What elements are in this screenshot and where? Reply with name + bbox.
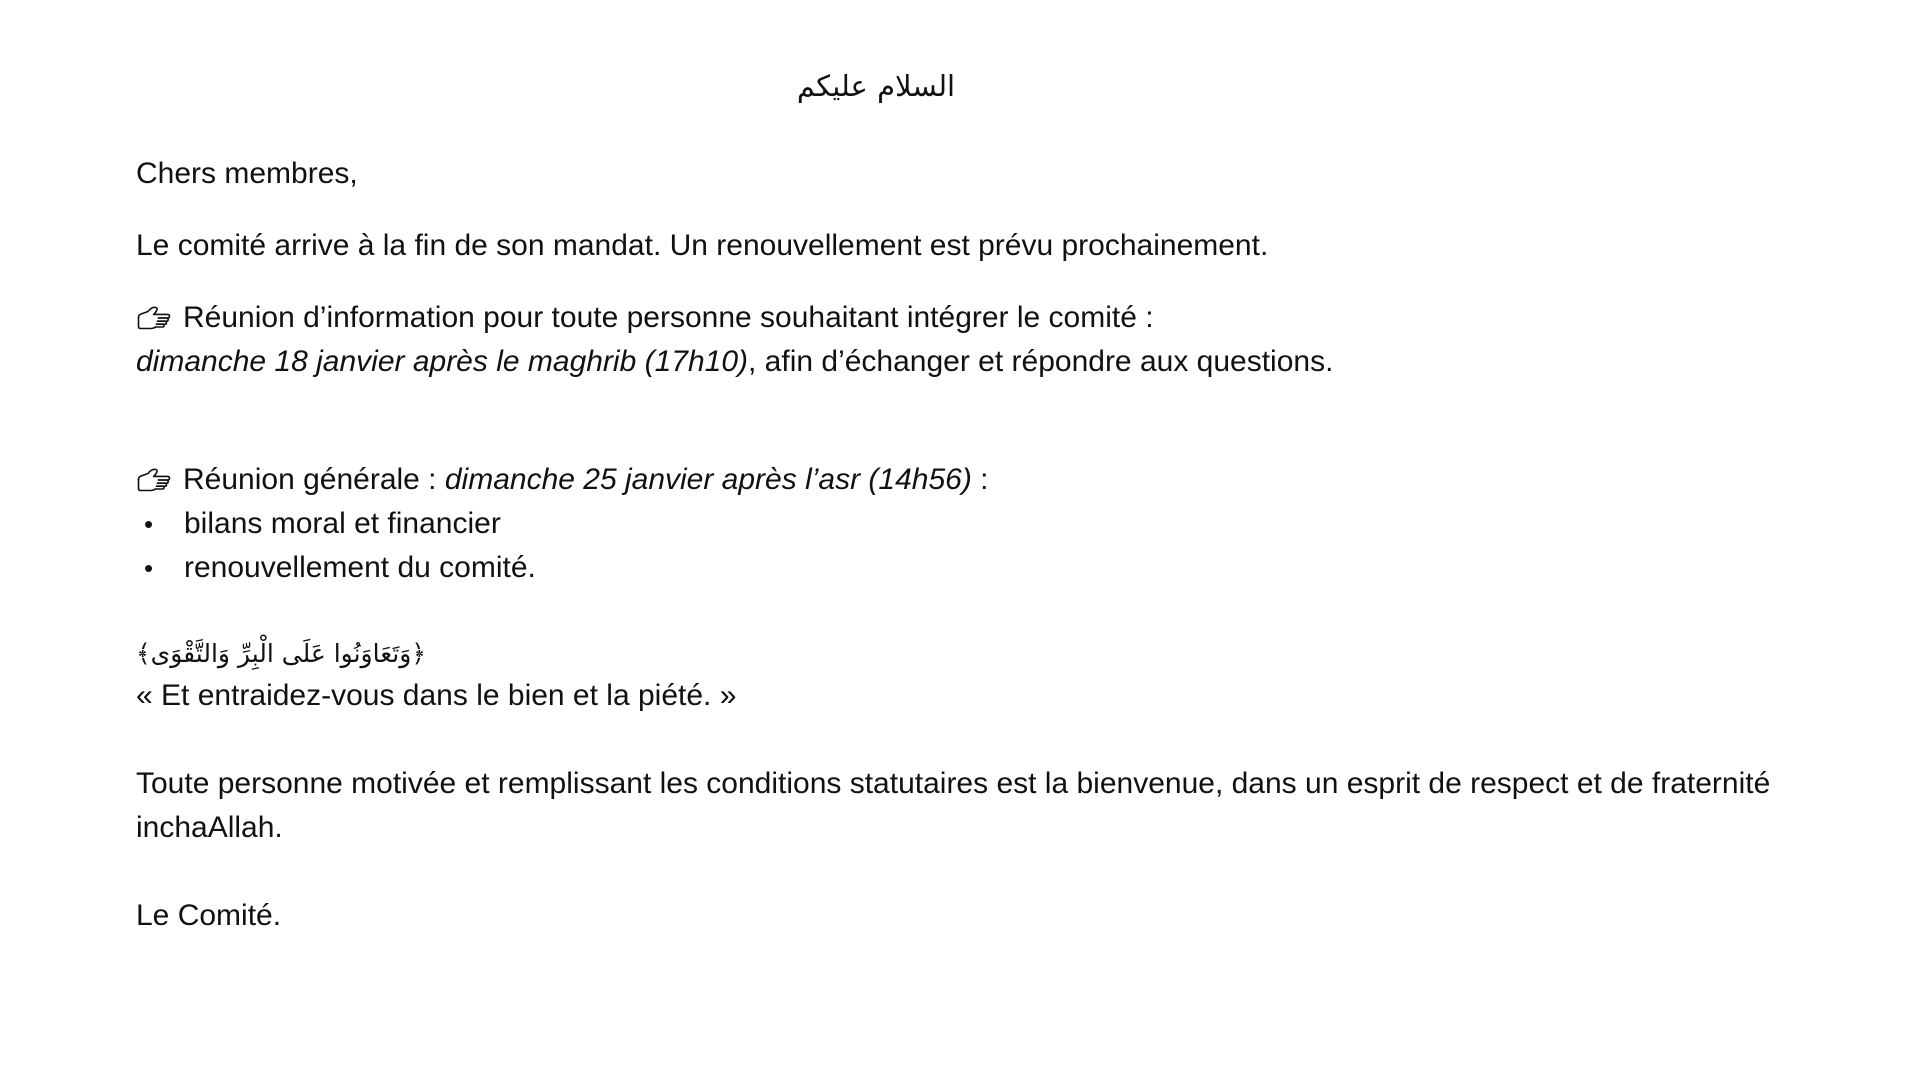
signature-text: Le Comité. <box>136 899 282 932</box>
general-meeting-date: dimanche 25 janvier après l’asr (14h56) <box>444 463 972 496</box>
spacer <box>136 268 1796 296</box>
intro-paragraph: Le comité arrive à la fin de son mandat. Un renouvellement est prévu prochainement. <box>136 229 1269 262</box>
pointing-hand-right-icon <box>136 467 174 493</box>
general-meeting-heading-line <box>136 458 1796 502</box>
arabic-salutation: السلام عليكم <box>796 69 956 103</box>
list-item-label: bilans moral et financier <box>184 507 501 540</box>
general-meeting-label: Réunion générale : <box>183 463 445 496</box>
general-meeting-agenda-list <box>136 502 1796 590</box>
document-body <box>136 40 1796 938</box>
quran-verse-arabic: ﴿وَتَعَاوَنُوا عَلَى الْبِرِّ وَالتَّقْوَى﴾ <box>136 639 426 668</box>
info-meeting-date-line <box>136 340 1796 384</box>
bullet-marker: • <box>144 509 154 539</box>
spacer <box>136 196 1796 224</box>
list-item <box>136 546 1796 590</box>
spacer <box>136 108 1796 152</box>
closing-paragraph: Toute personne motivée et remplissant les conditions statutaires est la bienvenue, dans un esprit de respect et de fraternité inchaAllah. <box>136 767 1771 844</box>
quran-verse-translation: « Et entraidez-vous dans le bien et la piété. » <box>136 679 737 712</box>
pointing-hand-right-icon <box>136 305 174 331</box>
spacer <box>136 590 1796 634</box>
greeting-text: Chers membres, <box>136 157 358 190</box>
info-meeting-heading-line <box>136 296 1796 340</box>
info-meeting-date-tail: , afin d’échanger et répondre aux questions. <box>748 345 1334 378</box>
bullet-marker: • <box>144 553 154 583</box>
info-meeting-date: dimanche 18 janvier après le maghrib (17h10) <box>136 345 749 378</box>
spacer <box>136 718 1796 762</box>
list-item <box>136 502 1796 546</box>
list-item-label: renouvellement du comité. <box>184 551 536 584</box>
spacer <box>136 850 1796 894</box>
general-meeting-date-tail: : <box>971 463 989 496</box>
info-meeting-heading: Réunion d’information pour toute personne souhaitant intégrer le comité : <box>183 301 1154 334</box>
spacer <box>136 384 1796 458</box>
